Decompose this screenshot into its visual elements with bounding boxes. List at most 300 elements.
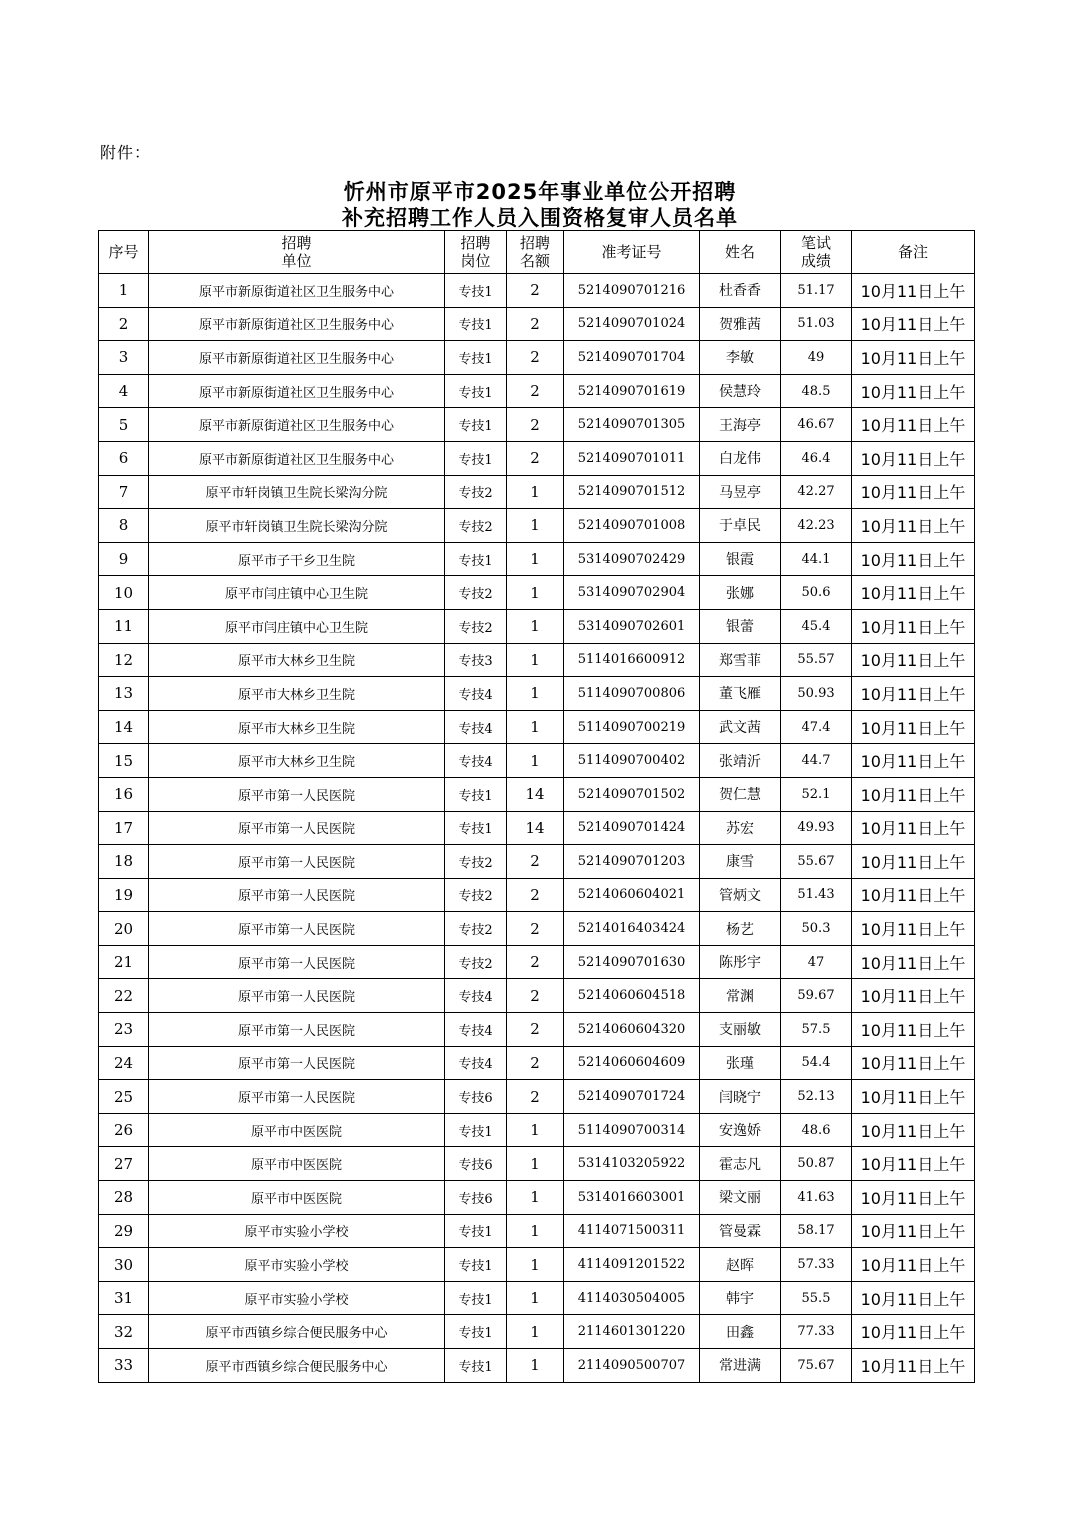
cell-quota: 2 bbox=[507, 1046, 564, 1080]
cell-name: 马昱亭 bbox=[700, 475, 781, 509]
cell-post: 专技2 bbox=[445, 475, 507, 509]
cell-unit: 原平市轩岗镇卫生院长梁沟分院 bbox=[149, 509, 445, 543]
cell-unit: 原平市中医医院 bbox=[149, 1113, 445, 1147]
cell-seq: 24 bbox=[99, 1046, 149, 1080]
cell-unit: 原平市轩岗镇卫生院长梁沟分院 bbox=[149, 475, 445, 509]
cell-seq: 23 bbox=[99, 1013, 149, 1047]
cell-unit: 原平市中医医院 bbox=[149, 1181, 445, 1215]
table-row bbox=[99, 1214, 975, 1248]
cell-quota: 2 bbox=[507, 945, 564, 979]
cell-post: 专技4 bbox=[445, 979, 507, 1013]
table-row bbox=[99, 912, 975, 946]
table-row bbox=[99, 878, 975, 912]
document-title-line-2: 补充招聘工作人员入围资格复审人员名单 bbox=[342, 206, 738, 230]
column-header-score bbox=[781, 231, 852, 274]
cell-post: 专技1 bbox=[445, 408, 507, 442]
table-row bbox=[99, 1113, 975, 1147]
cell-post: 专技2 bbox=[445, 912, 507, 946]
cell-score: 46.4 bbox=[781, 441, 852, 475]
cell-note: 10月11日上午 bbox=[852, 643, 975, 677]
cell-unit: 原平市新原街道社区卫生服务中心 bbox=[149, 274, 445, 308]
cell-name: 支丽敏 bbox=[700, 1013, 781, 1047]
cell-name: 侯慧玲 bbox=[700, 374, 781, 408]
cell-unit: 原平市新原街道社区卫生服务中心 bbox=[149, 374, 445, 408]
cell-name: 赵晖 bbox=[700, 1248, 781, 1282]
cell-note: 10月11日上午 bbox=[852, 1046, 975, 1080]
table-row bbox=[99, 374, 975, 408]
cell-ticket: 5214060604021 bbox=[564, 878, 700, 912]
cell-note: 10月11日上午 bbox=[852, 542, 975, 576]
cell-unit: 原平市大林乡卫生院 bbox=[149, 710, 445, 744]
cell-post: 专技2 bbox=[445, 576, 507, 610]
cell-post: 专技2 bbox=[445, 878, 507, 912]
cell-seq: 33 bbox=[99, 1349, 149, 1383]
cell-ticket: 5214090701008 bbox=[564, 509, 700, 543]
cell-post: 专技2 bbox=[445, 945, 507, 979]
cell-seq: 7 bbox=[99, 475, 149, 509]
column-header-note bbox=[852, 231, 975, 274]
cell-seq: 29 bbox=[99, 1214, 149, 1248]
cell-quota: 2 bbox=[507, 408, 564, 442]
cell-seq: 4 bbox=[99, 374, 149, 408]
cell-note: 10月11日上午 bbox=[852, 811, 975, 845]
column-header-name bbox=[700, 231, 781, 274]
cell-score: 57.5 bbox=[781, 1013, 852, 1047]
cell-seq: 32 bbox=[99, 1315, 149, 1349]
candidate-roster-table bbox=[98, 230, 975, 1383]
cell-quota: 2 bbox=[507, 307, 564, 341]
cell-name: 郑雪菲 bbox=[700, 643, 781, 677]
table-row bbox=[99, 845, 975, 879]
cell-post: 专技1 bbox=[445, 811, 507, 845]
cell-quota: 2 bbox=[507, 878, 564, 912]
cell-note: 10月11日上午 bbox=[852, 945, 975, 979]
document-title-line-1: 忻州市原平市2025年事业单位公开招聘 bbox=[343, 180, 737, 204]
table-row bbox=[99, 307, 975, 341]
cell-quota: 2 bbox=[507, 441, 564, 475]
cell-ticket: 5214060604609 bbox=[564, 1046, 700, 1080]
cell-name: 霍志凡 bbox=[700, 1147, 781, 1181]
cell-note: 10月11日上午 bbox=[852, 576, 975, 610]
cell-score: 55.57 bbox=[781, 643, 852, 677]
cell-ticket: 2114090500707 bbox=[564, 1349, 700, 1383]
cell-post: 专技4 bbox=[445, 1046, 507, 1080]
cell-name: 银霞 bbox=[700, 542, 781, 576]
cell-ticket: 5114090700219 bbox=[564, 710, 700, 744]
cell-name: 董飞雁 bbox=[700, 677, 781, 711]
cell-note: 10月11日上午 bbox=[852, 1248, 975, 1282]
cell-post: 专技1 bbox=[445, 341, 507, 375]
cell-quota: 1 bbox=[507, 677, 564, 711]
cell-name: 贺仁慧 bbox=[700, 777, 781, 811]
cell-note: 10月11日上午 bbox=[852, 845, 975, 879]
cell-quota: 2 bbox=[507, 1080, 564, 1114]
cell-ticket: 5214060604320 bbox=[564, 1013, 700, 1047]
column-header-score-line: 笔试 bbox=[800, 234, 831, 252]
cell-quota: 1 bbox=[507, 744, 564, 778]
table-row bbox=[99, 1080, 975, 1114]
cell-score: 50.3 bbox=[781, 912, 852, 946]
column-header-post-line: 招聘 bbox=[460, 234, 491, 252]
cell-name: 康雪 bbox=[700, 845, 781, 879]
cell-seq: 19 bbox=[99, 878, 149, 912]
cell-name: 田鑫 bbox=[700, 1315, 781, 1349]
column-header-post-line: 岗位 bbox=[460, 252, 491, 270]
cell-post: 专技1 bbox=[445, 777, 507, 811]
cell-quota: 1 bbox=[507, 1248, 564, 1282]
table-row bbox=[99, 408, 975, 442]
cell-ticket: 5214090701502 bbox=[564, 777, 700, 811]
cell-score: 48.5 bbox=[781, 374, 852, 408]
cell-quota: 1 bbox=[507, 643, 564, 677]
table-row bbox=[99, 542, 975, 576]
cell-score: 41.63 bbox=[781, 1181, 852, 1215]
cell-score: 55.5 bbox=[781, 1281, 852, 1315]
cell-score: 59.67 bbox=[781, 979, 852, 1013]
cell-unit: 原平市子干乡卫生院 bbox=[149, 542, 445, 576]
cell-post: 专技4 bbox=[445, 1013, 507, 1047]
column-header-unit bbox=[149, 231, 445, 274]
table-row bbox=[99, 441, 975, 475]
cell-score: 47.4 bbox=[781, 710, 852, 744]
cell-seq: 1 bbox=[99, 274, 149, 308]
cell-note: 10月11日上午 bbox=[852, 777, 975, 811]
cell-seq: 15 bbox=[99, 744, 149, 778]
cell-seq: 9 bbox=[99, 542, 149, 576]
column-header-quota bbox=[507, 231, 564, 274]
cell-ticket: 5114016600912 bbox=[564, 643, 700, 677]
cell-note: 10月11日上午 bbox=[852, 979, 975, 1013]
cell-name: 张娜 bbox=[700, 576, 781, 610]
table-row bbox=[99, 475, 975, 509]
cell-note: 10月11日上午 bbox=[852, 1349, 975, 1383]
cell-post: 专技1 bbox=[445, 307, 507, 341]
cell-unit: 原平市中医医院 bbox=[149, 1147, 445, 1181]
table-row bbox=[99, 979, 975, 1013]
cell-score: 58.17 bbox=[781, 1214, 852, 1248]
cell-post: 专技1 bbox=[445, 1281, 507, 1315]
cell-ticket: 5214090701024 bbox=[564, 307, 700, 341]
table-row bbox=[99, 744, 975, 778]
column-header-ticket-line: 准考证号 bbox=[601, 243, 662, 261]
cell-score: 49 bbox=[781, 341, 852, 375]
cell-note: 10月11日上午 bbox=[852, 509, 975, 543]
cell-seq: 11 bbox=[99, 609, 149, 643]
cell-post: 专技1 bbox=[445, 1315, 507, 1349]
cell-note: 10月11日上午 bbox=[852, 408, 975, 442]
cell-name: 杨艺 bbox=[700, 912, 781, 946]
cell-note: 10月11日上午 bbox=[852, 307, 975, 341]
cell-quota: 1 bbox=[507, 1281, 564, 1315]
table-row bbox=[99, 1349, 975, 1383]
column-header-seq-line: 序号 bbox=[108, 243, 139, 261]
cell-name: 王海亭 bbox=[700, 408, 781, 442]
cell-post: 专技4 bbox=[445, 710, 507, 744]
cell-unit: 原平市西镇乡综合便民服务中心 bbox=[149, 1315, 445, 1349]
cell-seq: 5 bbox=[99, 408, 149, 442]
cell-name: 杜香香 bbox=[700, 274, 781, 308]
cell-score: 52.13 bbox=[781, 1080, 852, 1114]
cell-quota: 1 bbox=[507, 1214, 564, 1248]
cell-score: 50.93 bbox=[781, 677, 852, 711]
cell-seq: 3 bbox=[99, 341, 149, 375]
cell-seq: 14 bbox=[99, 710, 149, 744]
cell-ticket: 5214090701424 bbox=[564, 811, 700, 845]
cell-seq: 31 bbox=[99, 1281, 149, 1315]
cell-score: 51.03 bbox=[781, 307, 852, 341]
cell-quota: 1 bbox=[507, 509, 564, 543]
column-header-seq bbox=[99, 231, 149, 274]
cell-unit: 原平市第一人民医院 bbox=[149, 912, 445, 946]
cell-note: 10月11日上午 bbox=[852, 441, 975, 475]
cell-score: 52.1 bbox=[781, 777, 852, 811]
cell-quota: 1 bbox=[507, 576, 564, 610]
cell-seq: 20 bbox=[99, 912, 149, 946]
column-header-note-line: 备注 bbox=[897, 243, 928, 261]
cell-note: 10月11日上午 bbox=[852, 677, 975, 711]
cell-score: 75.67 bbox=[781, 1349, 852, 1383]
table-row bbox=[99, 1315, 975, 1349]
cell-note: 10月11日上午 bbox=[852, 1181, 975, 1215]
cell-unit: 原平市第一人民医院 bbox=[149, 811, 445, 845]
cell-post: 专技2 bbox=[445, 845, 507, 879]
cell-score: 55.67 bbox=[781, 845, 852, 879]
cell-seq: 2 bbox=[99, 307, 149, 341]
cell-quota: 1 bbox=[507, 1315, 564, 1349]
cell-name: 管曼霖 bbox=[700, 1214, 781, 1248]
cell-post: 专技6 bbox=[445, 1147, 507, 1181]
cell-unit: 原平市实验小学校 bbox=[149, 1214, 445, 1248]
cell-name: 管炳文 bbox=[700, 878, 781, 912]
cell-name: 张靖沂 bbox=[700, 744, 781, 778]
cell-post: 专技1 bbox=[445, 274, 507, 308]
cell-quota: 14 bbox=[507, 777, 564, 811]
cell-post: 专技1 bbox=[445, 1113, 507, 1147]
table-row bbox=[99, 1147, 975, 1181]
cell-seq: 10 bbox=[99, 576, 149, 610]
cell-note: 10月11日上午 bbox=[852, 1315, 975, 1349]
table-body bbox=[99, 274, 975, 1383]
cell-name: 武文茜 bbox=[700, 710, 781, 744]
table-row bbox=[99, 811, 975, 845]
cell-score: 46.67 bbox=[781, 408, 852, 442]
cell-note: 10月11日上午 bbox=[852, 1147, 975, 1181]
cell-quota: 2 bbox=[507, 1013, 564, 1047]
cell-note: 10月11日上午 bbox=[852, 1080, 975, 1114]
cell-note: 10月11日上午 bbox=[852, 912, 975, 946]
cell-quota: 1 bbox=[507, 542, 564, 576]
cell-quota: 1 bbox=[507, 1181, 564, 1215]
cell-note: 10月11日上午 bbox=[852, 274, 975, 308]
cell-quota: 1 bbox=[507, 475, 564, 509]
column-header-name-line: 姓名 bbox=[724, 243, 755, 261]
cell-unit: 原平市新原街道社区卫生服务中心 bbox=[149, 307, 445, 341]
cell-ticket: 5314090702904 bbox=[564, 576, 700, 610]
table-row bbox=[99, 1281, 975, 1315]
cell-ticket: 5114090700402 bbox=[564, 744, 700, 778]
cell-post: 专技1 bbox=[445, 441, 507, 475]
cell-post: 专技1 bbox=[445, 542, 507, 576]
cell-note: 10月11日上午 bbox=[852, 744, 975, 778]
cell-ticket: 5214090701305 bbox=[564, 408, 700, 442]
cell-ticket: 5114090700314 bbox=[564, 1113, 700, 1147]
cell-unit: 原平市第一人民医院 bbox=[149, 945, 445, 979]
cell-quota: 1 bbox=[507, 1113, 564, 1147]
cell-name: 苏宏 bbox=[700, 811, 781, 845]
cell-post: 专技1 bbox=[445, 1248, 507, 1282]
cell-name: 陈彤宇 bbox=[700, 945, 781, 979]
cell-note: 10月11日上午 bbox=[852, 609, 975, 643]
cell-name: 银蕾 bbox=[700, 609, 781, 643]
cell-quota: 14 bbox=[507, 811, 564, 845]
table-row bbox=[99, 677, 975, 711]
cell-score: 51.17 bbox=[781, 274, 852, 308]
cell-unit: 原平市大林乡卫生院 bbox=[149, 677, 445, 711]
cell-ticket: 4114071500311 bbox=[564, 1214, 700, 1248]
cell-unit: 原平市大林乡卫生院 bbox=[149, 744, 445, 778]
cell-score: 57.33 bbox=[781, 1248, 852, 1282]
cell-name: 闫晓宁 bbox=[700, 1080, 781, 1114]
table-row bbox=[99, 643, 975, 677]
cell-quota: 2 bbox=[507, 912, 564, 946]
cell-seq: 26 bbox=[99, 1113, 149, 1147]
cell-score: 44.7 bbox=[781, 744, 852, 778]
cell-post: 专技6 bbox=[445, 1181, 507, 1215]
cell-note: 10月11日上午 bbox=[852, 1013, 975, 1047]
cell-ticket: 5214090701512 bbox=[564, 475, 700, 509]
column-header-quota-line: 招聘 bbox=[519, 234, 550, 252]
cell-post: 专技6 bbox=[445, 1080, 507, 1114]
cell-ticket: 5314090702601 bbox=[564, 609, 700, 643]
cell-seq: 22 bbox=[99, 979, 149, 1013]
column-header-unit-line: 招聘 bbox=[281, 234, 312, 252]
cell-score: 49.93 bbox=[781, 811, 852, 845]
cell-ticket: 5214090701630 bbox=[564, 945, 700, 979]
cell-quota: 2 bbox=[507, 374, 564, 408]
cell-ticket: 5214090701724 bbox=[564, 1080, 700, 1114]
cell-unit: 原平市第一人民医院 bbox=[149, 777, 445, 811]
cell-unit: 原平市第一人民医院 bbox=[149, 1046, 445, 1080]
cell-quota: 2 bbox=[507, 341, 564, 375]
cell-unit: 原平市西镇乡综合便民服务中心 bbox=[149, 1349, 445, 1383]
cell-score: 50.87 bbox=[781, 1147, 852, 1181]
cell-seq: 12 bbox=[99, 643, 149, 677]
cell-ticket: 5214090701203 bbox=[564, 845, 700, 879]
cell-seq: 27 bbox=[99, 1147, 149, 1181]
cell-seq: 25 bbox=[99, 1080, 149, 1114]
cell-unit: 原平市实验小学校 bbox=[149, 1248, 445, 1282]
cell-unit: 原平市第一人民医院 bbox=[149, 979, 445, 1013]
cell-note: 10月11日上午 bbox=[852, 710, 975, 744]
cell-post: 专技1 bbox=[445, 374, 507, 408]
cell-ticket: 4114091201522 bbox=[564, 1248, 700, 1282]
table-row bbox=[99, 509, 975, 543]
cell-score: 45.4 bbox=[781, 609, 852, 643]
cell-seq: 8 bbox=[99, 509, 149, 543]
cell-score: 77.33 bbox=[781, 1315, 852, 1349]
cell-ticket: 5314103205922 bbox=[564, 1147, 700, 1181]
cell-post: 专技1 bbox=[445, 1349, 507, 1383]
cell-unit: 原平市大林乡卫生院 bbox=[149, 643, 445, 677]
cell-unit: 原平市第一人民医院 bbox=[149, 1013, 445, 1047]
cell-unit: 原平市实验小学校 bbox=[149, 1281, 445, 1315]
cell-unit: 原平市新原街道社区卫生服务中心 bbox=[149, 408, 445, 442]
cell-unit: 原平市闫庄镇中心卫生院 bbox=[149, 609, 445, 643]
cell-seq: 6 bbox=[99, 441, 149, 475]
cell-note: 10月11日上午 bbox=[852, 374, 975, 408]
table-row bbox=[99, 710, 975, 744]
cell-name: 贺雅茜 bbox=[700, 307, 781, 341]
cell-note: 10月11日上午 bbox=[852, 341, 975, 375]
cell-post: 专技1 bbox=[445, 1214, 507, 1248]
cell-note: 10月11日上午 bbox=[852, 1113, 975, 1147]
cell-score: 44.1 bbox=[781, 542, 852, 576]
table-row bbox=[99, 1181, 975, 1215]
cell-name: 常进满 bbox=[700, 1349, 781, 1383]
cell-ticket: 5314016603001 bbox=[564, 1181, 700, 1215]
cell-ticket: 5214090701216 bbox=[564, 274, 700, 308]
cell-score: 42.27 bbox=[781, 475, 852, 509]
cell-ticket: 5314090702429 bbox=[564, 542, 700, 576]
cell-ticket: 2114601301220 bbox=[564, 1315, 700, 1349]
column-header-post bbox=[445, 231, 507, 274]
cell-score: 51.43 bbox=[781, 878, 852, 912]
cell-quota: 2 bbox=[507, 845, 564, 879]
cell-ticket: 5114090700806 bbox=[564, 677, 700, 711]
cell-unit: 原平市新原街道社区卫生服务中心 bbox=[149, 441, 445, 475]
table-row bbox=[99, 945, 975, 979]
cell-quota: 2 bbox=[507, 274, 564, 308]
cell-name: 张瑾 bbox=[700, 1046, 781, 1080]
column-header-ticket bbox=[564, 231, 700, 274]
column-header-quota-line: 名额 bbox=[519, 252, 550, 270]
cell-seq: 28 bbox=[99, 1181, 149, 1215]
table-row bbox=[99, 777, 975, 811]
cell-ticket: 4114030504005 bbox=[564, 1281, 700, 1315]
cell-ticket: 5214090701619 bbox=[564, 374, 700, 408]
cell-name: 安逸娇 bbox=[700, 1113, 781, 1147]
cell-ticket: 5214060604518 bbox=[564, 979, 700, 1013]
cell-unit: 原平市第一人民医院 bbox=[149, 845, 445, 879]
cell-note: 10月11日上午 bbox=[852, 1281, 975, 1315]
cell-seq: 21 bbox=[99, 945, 149, 979]
table-row bbox=[99, 609, 975, 643]
cell-note: 10月11日上午 bbox=[852, 475, 975, 509]
cell-score: 54.4 bbox=[781, 1046, 852, 1080]
cell-quota: 1 bbox=[507, 1147, 564, 1181]
table-row bbox=[99, 1046, 975, 1080]
table-header-row bbox=[99, 231, 975, 274]
cell-quota: 2 bbox=[507, 979, 564, 1013]
cell-ticket: 5214016403424 bbox=[564, 912, 700, 946]
cell-post: 专技2 bbox=[445, 609, 507, 643]
cell-score: 42.23 bbox=[781, 509, 852, 543]
attachment-label: 附件： bbox=[100, 143, 152, 162]
cell-post: 专技3 bbox=[445, 643, 507, 677]
cell-name: 于卓民 bbox=[700, 509, 781, 543]
cell-name: 梁文丽 bbox=[700, 1181, 781, 1215]
cell-seq: 30 bbox=[99, 1248, 149, 1282]
table-row bbox=[99, 576, 975, 610]
cell-name: 李敏 bbox=[700, 341, 781, 375]
table-row bbox=[99, 1248, 975, 1282]
cell-name: 白龙伟 bbox=[700, 441, 781, 475]
cell-post: 专技4 bbox=[445, 744, 507, 778]
cell-seq: 16 bbox=[99, 777, 149, 811]
cell-unit: 原平市第一人民医院 bbox=[149, 878, 445, 912]
cell-quota: 1 bbox=[507, 710, 564, 744]
column-header-score-line: 成绩 bbox=[800, 252, 831, 270]
